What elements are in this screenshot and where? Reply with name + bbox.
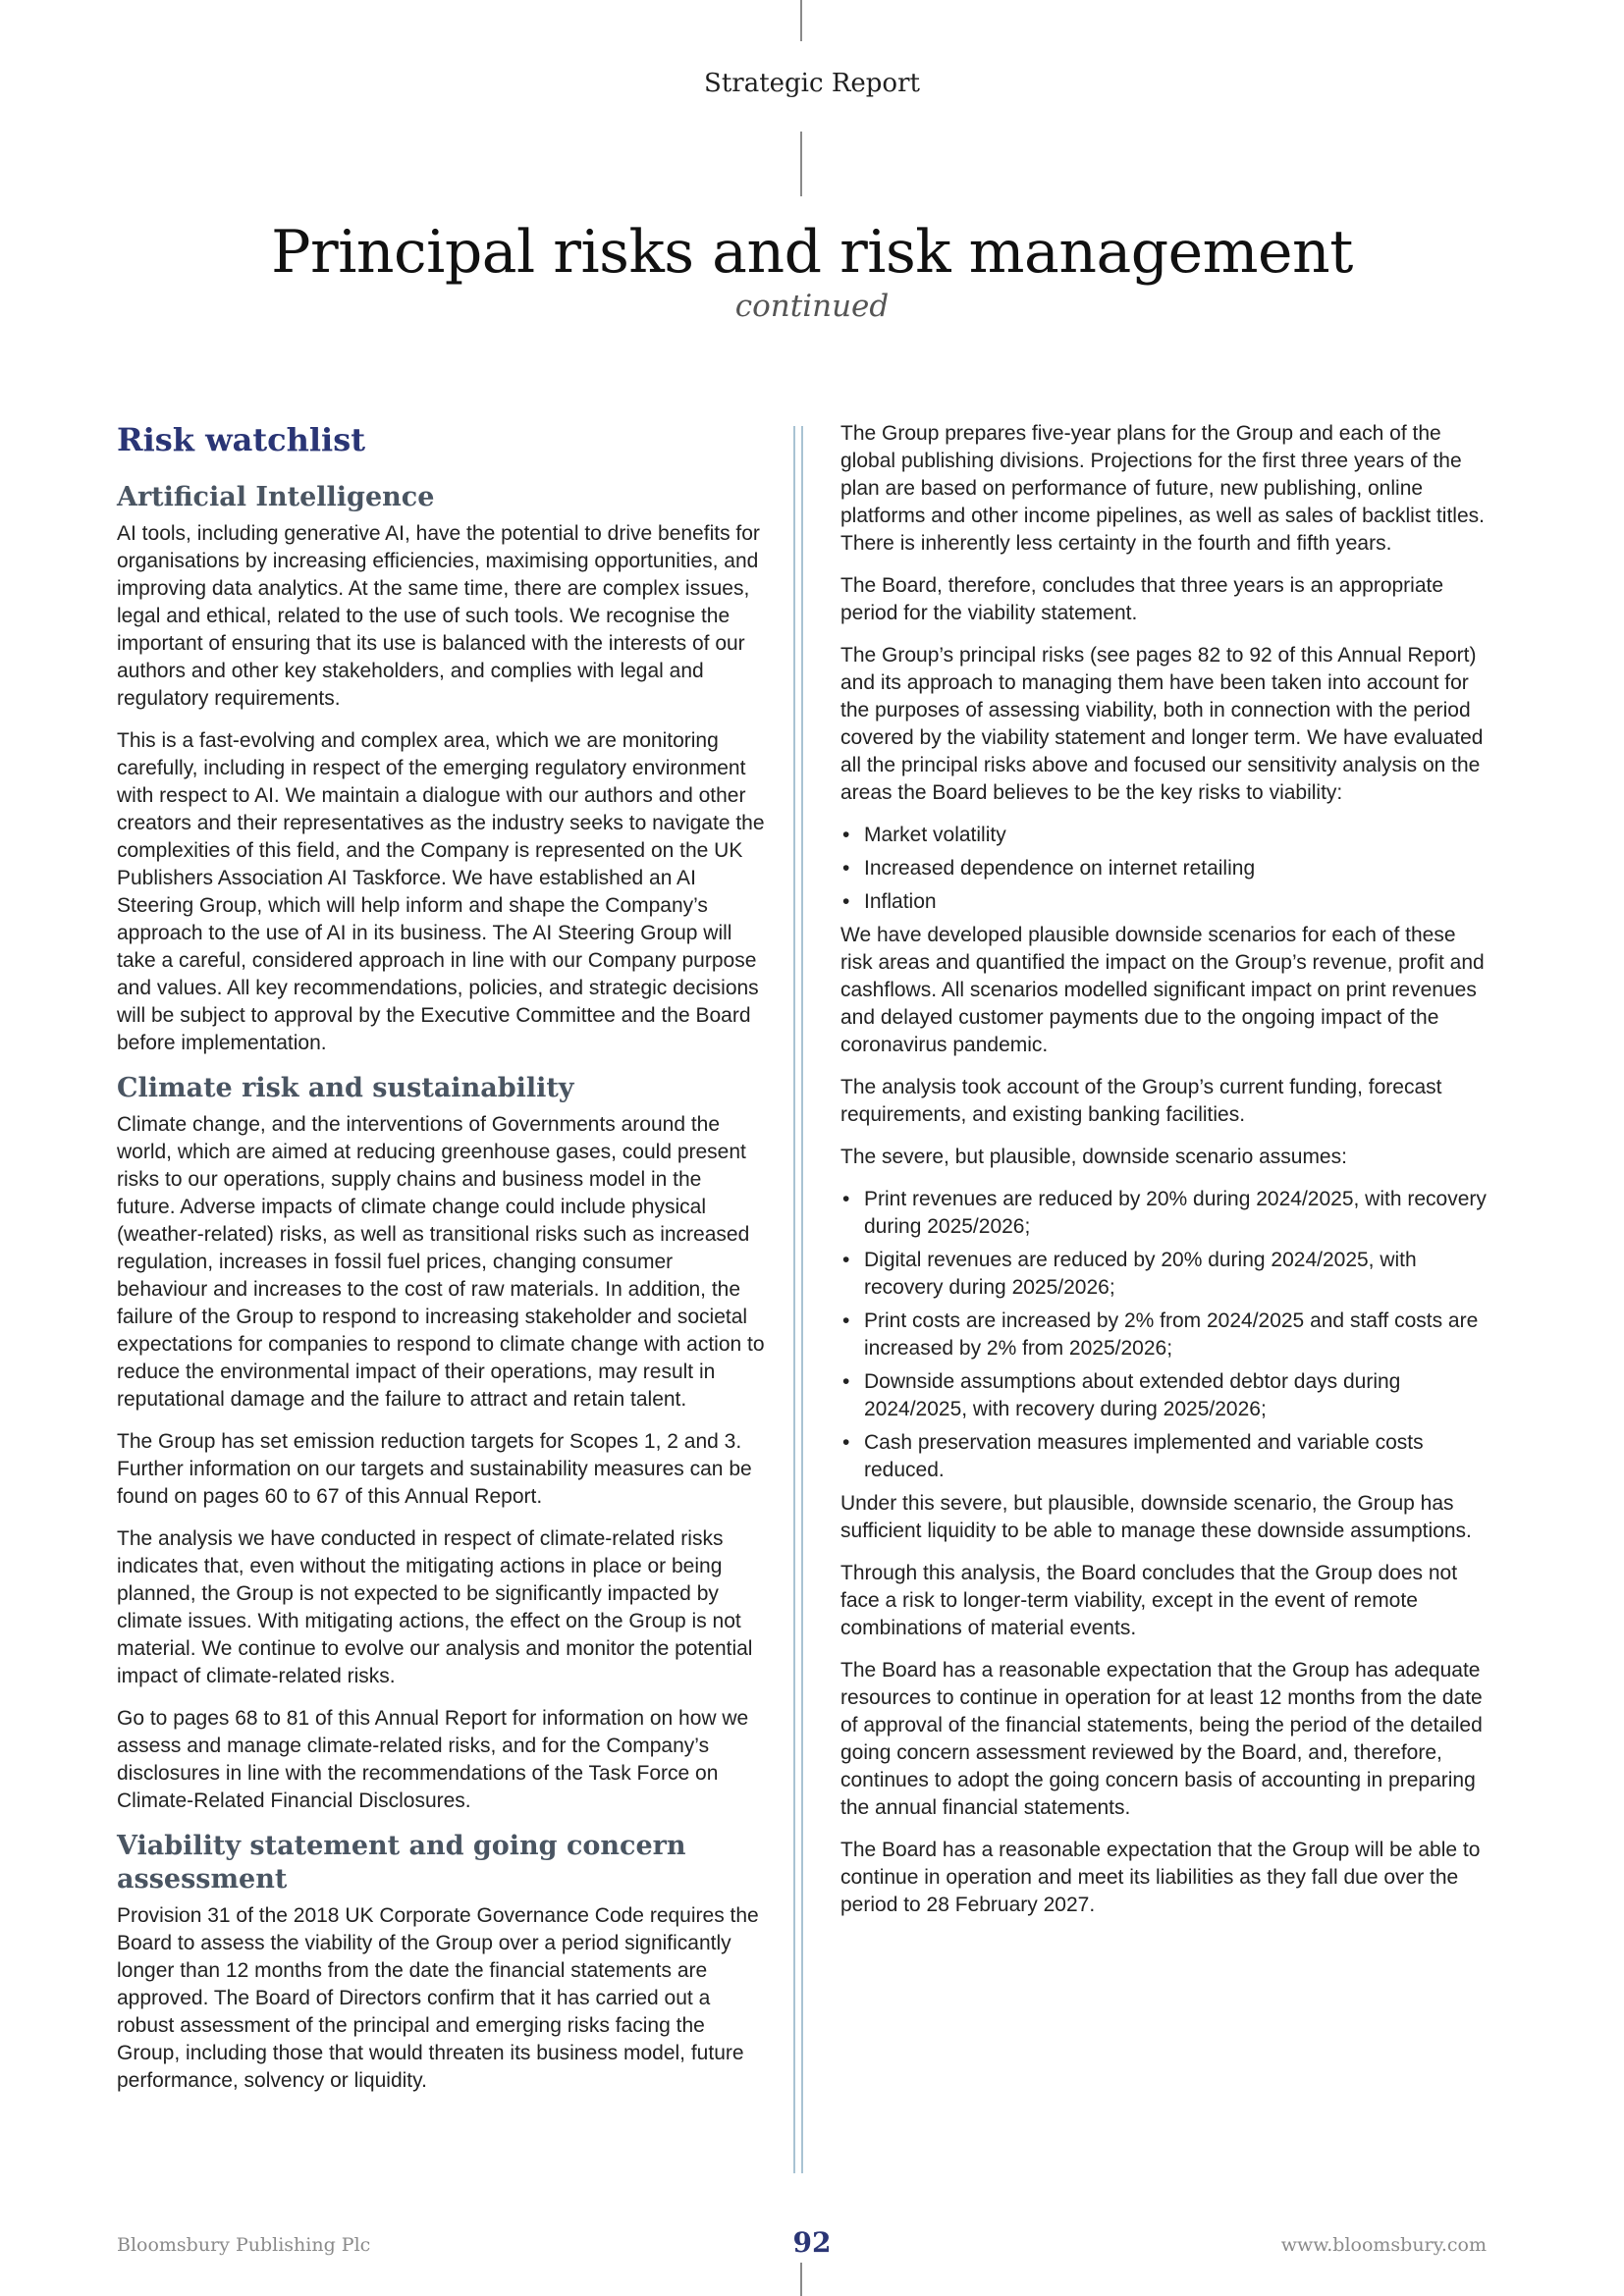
top-divider-line <box>800 0 802 41</box>
key-risks-list <box>840 822 1489 916</box>
footer-company-name: Bloomsbury Publishing Plc <box>117 2234 371 2256</box>
principal-risks-paragraph: The Group’s principal risks (see pages 82 to 92 of this Annual Report) and its approach to managing them have been taken into account for the purposes of assessing viability, both in connection with the period covered by the viability statement and longer term. We have evaluated all the principal risks above and focused our sensitivity analysis on the areas the Board believes to be the key risks to viability: <box>840 644 1484 804</box>
left-column <box>117 420 765 2109</box>
ai-heading: Artificial Intelligence <box>117 482 435 512</box>
section-label: Strategic Report <box>704 69 920 98</box>
list-item: • Increased dependence on internet retailing <box>840 855 1489 882</box>
risk-watchlist-heading: Risk watchlist <box>117 421 365 458</box>
column-divider <box>793 426 803 2173</box>
list-item: • Print revenues are reduced by 20% during 2024/2025, with recovery during 2025/2026; <box>840 1186 1489 1241</box>
page-number: 92 <box>792 2226 832 2259</box>
climate-paragraph-3: The analysis we have conducted in respect of climate-related risks indicates that, even without the mitigating actions in place or being planned, the Group is not expected to be significantly impacted by climate issues. With mitigating actions, the effect on the Group is not material. We continue to evolve our analysis and monitor the potential impact of climate-related risks. <box>117 1527 753 1687</box>
climate-paragraph-1: Climate change, and the interventions of Governments around the world, which are aimed at reducing greenhouse gases, could present risks to our operations, supply chains and business model in the future. Adverse impacts of climate change could include physical (weather-related) risks, as well as transitional risks such as increased regulation, increases in fossil fuel prices, changing consumer behaviour and increases to the cost of raw materials. In addition, the failure of the Group to respond to increasing stakeholder and societal expectations for companies to respond to climate change with action to reduce the environmental impact of their operations, may result in reputational damage and the failure to attract and retain talent. <box>117 1113 765 1411</box>
viability-paragraph-1: Provision 31 of the 2018 UK Corporate Governance Code requires the Board to assess the viability of the Group over a period significantly longer than 12 months from the date the financial statements are approved. The Board of Directors confirm that it has carried out a robust assessment of the principal and emerging risks facing the Group, including those that would threaten its business model, future performance, solvency or liquidity. <box>117 1904 759 2092</box>
three-years-paragraph: The Board, therefore, concludes that three years is an appropriate period for the viability statement. <box>840 574 1444 624</box>
ai-paragraph-1: AI tools, including generative AI, have the potential to drive benefits for organisations by increasing efficiencies, maximising opportunities, and improving data analytics. At the same time, there are complex issues, legal and ethical, related to the use of such tools. We recognise the important of ensuring that its use is balanced with the interests of our authors and other key stakeholders, and complies with legal and regulatory requirements. <box>117 522 760 710</box>
going-concern-paragraph: The Board has a reasonable expectation that the Group has adequate resources to continue in operation for at least 12 months from the date of approval of the financial statements, being the period of the detailed going concern assessment reviewed by the Board, and, therefore, continues to adopt the going concern basis of accounting in preparing the annual financial statements. <box>840 1659 1483 1819</box>
plans-paragraph: The Group prepares five-year plans for the Group and each of the global publishing divisions. Projections for the first three years of the plan are based on performance of future, new publishing, online platforms and other income pipelines, as well as sales of backlist titles. There is inherently less certainty in the fourth and fifth years. <box>840 422 1485 555</box>
bottom-divider-line <box>800 2263 802 2296</box>
list-item: • Digital revenues are reduced by 20% during 2024/2025, with recovery during 2025/2026; <box>840 1247 1489 1302</box>
climate-paragraph-2: The Group has set emission reduction targets for Scopes 1, 2 and 3. Further information on our targets and sustainability measures can be found on pages 60 to 67 of this Annual Report. <box>117 1430 752 1508</box>
scenario-assumptions-list <box>840 1186 1489 1484</box>
list-item: • Print costs are increased by 2% from 2024/2025 and staff costs are increased by 2% from 2025/2026; <box>840 1308 1489 1362</box>
viability-conclusion-paragraph: Through this analysis, the Board concludes that the Group does not face a risk to longer-term viability, except in the event of remote combinations of material events. <box>840 1562 1458 1639</box>
climate-heading: Climate risk and sustainability <box>117 1073 574 1103</box>
page-title: Principal risks and risk management <box>271 218 1353 287</box>
page-subtitle: continued <box>734 289 890 324</box>
scenario-intro-paragraph: The severe, but plausible, downside scenario assumes: <box>840 1146 1347 1168</box>
climate-paragraph-4: Go to pages 68 to 81 of this Annual Report for information on how we assess and manage climate-related risks, and for the Company’s disclosures in line with the recommendations of the Task Force on Climate-Related Financial Disclosures. <box>117 1707 749 1812</box>
right-column <box>840 420 1489 1934</box>
viability-heading: Viability statement and going concern assessment <box>117 1831 686 1895</box>
ai-paragraph-2: This is a fast-evolving and complex area, which we are monitoring carefully, including in respect of the emerging regulatory environment with respect to AI. We maintain a dialogue with our authors and other creators and their representatives as the industry seeks to navigate the complexities of this field, and the Company is represented on the UK Publishers Association AI Taskforce. We have established an AI Steering Group, which will help inform and shape the Company’s approach to the use of AI in its business. The AI Steering Group will take a careful, considered approach in line with our Company purpose and values. All key recommendations, policies, and strategic decisions will be subject to approval by the Executive Committee and the Board before implementation. <box>117 729 765 1054</box>
funding-analysis-paragraph: The analysis took account of the Group’s current funding, forecast requirements, and existing banking facilities. <box>840 1076 1442 1126</box>
downside-scenarios-paragraph: We have developed plausible downside scenarios for each of these risk areas and quantified the impact on the Group’s revenue, profit and cashflows. All scenarios modelled significant impact on print revenues and delayed customer payments due to the ongoing impact of the coronavirus pandemic. <box>840 924 1485 1056</box>
liabilities-paragraph: The Board has a reasonable expectation that the Group will be able to continue in operation and meet its liabilities as they fall due over the period to 28 February 2027. <box>840 1839 1481 1916</box>
list-item: • Market volatility <box>840 822 1489 849</box>
header-divider-line <box>800 132 802 196</box>
footer-website-link[interactable]: www.bloomsbury.com <box>1280 2234 1487 2256</box>
liquidity-paragraph: Under this severe, but plausible, downside scenario, the Group has sufficient liquidity to be able to manage these downside assumptions. <box>840 1492 1472 1542</box>
list-item: • Downside assumptions about extended debtor days during 2024/2025, with recovery during 2025/2026; <box>840 1368 1489 1423</box>
list-item: • Inflation <box>840 888 1489 916</box>
list-item: • Cash preservation measures implemented and variable costs reduced. <box>840 1429 1489 1484</box>
